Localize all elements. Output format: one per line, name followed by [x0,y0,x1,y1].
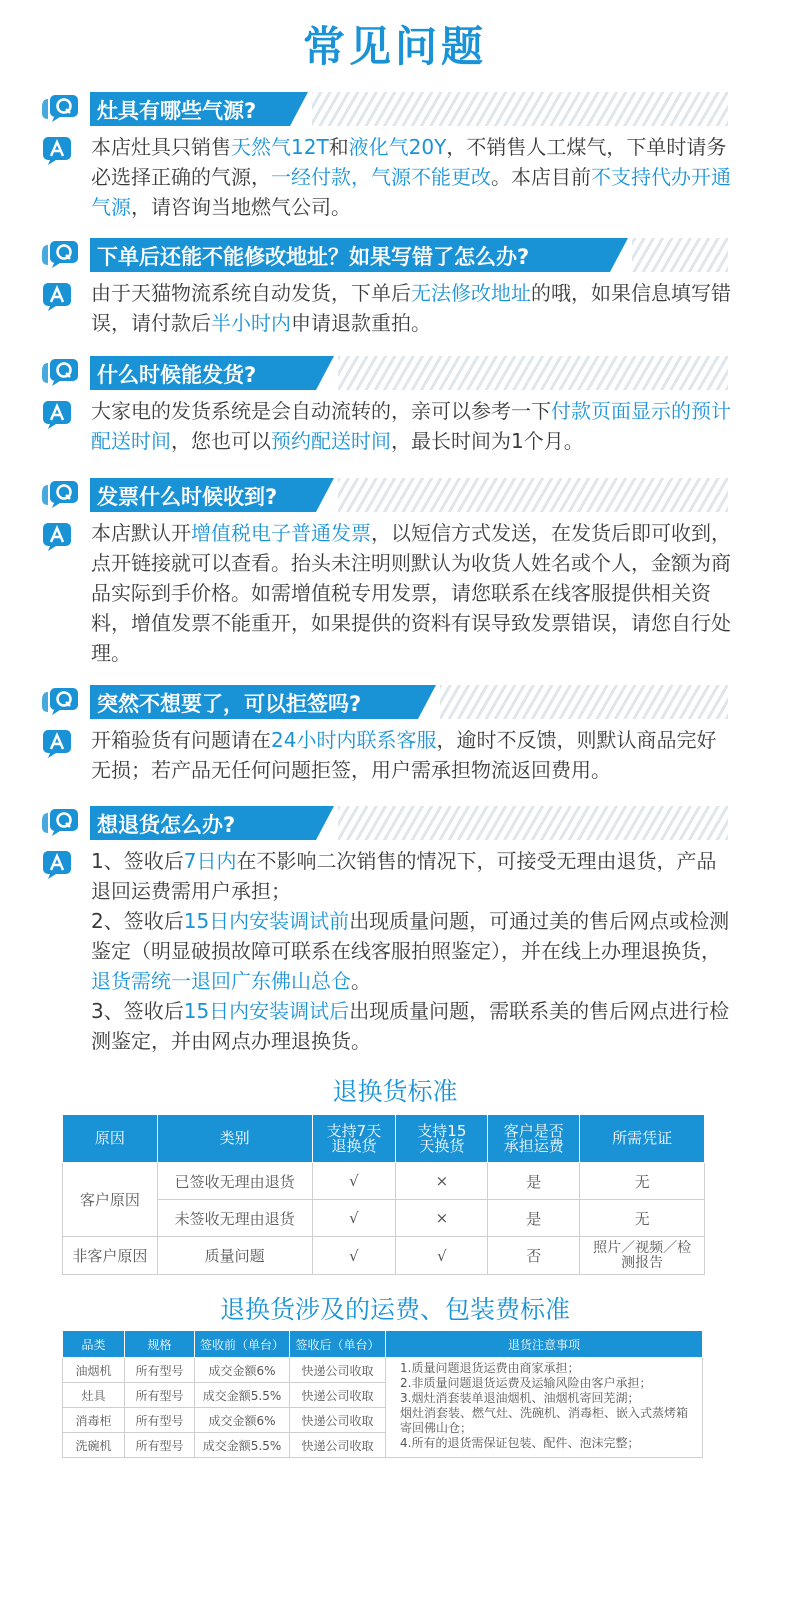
answer-row [0,278,790,338]
answer-segment: 的哦，如果信息填写错误，请付款后 [91,281,731,335]
answer-text [91,846,731,1056]
table-row [63,1163,705,1200]
faq-item [0,685,790,785]
answer-segment: 1、签收后 [91,849,184,873]
fifteen-day-cell: × [396,1163,488,1200]
notes-cell [386,1358,703,1458]
column-header: 签收前（单台） [195,1331,290,1358]
table-row [63,1358,703,1383]
answer-segment: 和 [328,135,349,159]
answer-row [0,725,790,785]
column-header: 所需凭证 [580,1115,705,1163]
after-cell: 快递公司收取 [290,1433,386,1458]
answer-text [91,132,731,222]
highlighted-text: 7日内 [183,849,237,873]
spec-cell: 所有型号 [125,1358,195,1383]
return-standard-header-row [63,1115,705,1163]
answer-bubble-icon [42,282,72,312]
answer-segment: ，您也可以 [171,429,271,453]
answer-paragraph [91,725,731,785]
customer-pays-cell: 是 [488,1200,580,1237]
seven-day-cell: √ [312,1200,396,1237]
faq-item [0,238,790,338]
answer-paragraph [91,846,731,906]
answer-text [91,396,731,456]
fifteen-day-cell: × [396,1200,488,1237]
answer-bubble-icon [42,400,72,430]
answer-text [91,278,731,338]
question-bubble-icon [40,807,80,837]
answer-paragraph [91,518,731,668]
after-cell: 快递公司收取 [290,1358,386,1383]
question-bubble-icon [40,686,80,716]
highlighted-text: 增值税电子普通发票 [191,521,371,545]
answer-text [91,518,731,668]
category-cell: 质量问题 [157,1237,312,1275]
question-bubble-icon [40,93,80,123]
answer-segment: 。 [351,969,371,993]
question-bubble-icon [40,239,80,269]
column-header: 支持7天退换货 [312,1115,396,1163]
fee-standard-table [62,1330,703,1458]
question-text: 想退货怎么办? [97,813,236,837]
question-text: 下单后还能不能修改地址？如果写错了怎么办? [97,245,530,269]
note-line: 1.质量问题退货运费由商家承担； [400,1361,580,1375]
answer-segment: ，以短信方式发送，在发货后即可收到，点开链接就可以查看。抬头未注明则默认为收货人姓名或个人，金额为商品实际到手价格。如需增值税专用发票，请您联系在线客服提供相关资料，增值发票不能重开，如果提供的资料有误导致发票错误，请您自行处理。 [91,521,731,665]
column-header: 规格 [125,1331,195,1358]
highlighted-text: 不支持代办开通气源 [91,165,731,219]
question-row [0,92,790,126]
category-cell: 消毒柜 [63,1408,125,1433]
decorative-stripes [338,806,728,840]
answer-segment: 2、签收后 [91,909,184,933]
highlighted-text: 15日内安装调试前 [183,909,350,933]
question-bubble-icon [40,479,80,509]
answer-segment: 出现质量问题，需联系美的售后网点进行检测鉴定，并由网点办理退换货。 [91,999,730,1053]
after-cell: 快递公司收取 [290,1408,386,1433]
answer-segment: 开箱验货有问题请在 [91,728,271,752]
decorative-stripes [632,238,728,272]
answer-segment: 由于天猫物流系统自动发货，下单后 [91,281,411,305]
decorative-stripes [338,478,728,512]
before-cell: 成交金额5.5% [195,1433,290,1458]
question-row [0,238,790,272]
reason-cell: 客户原因 [63,1163,158,1237]
page-title: 常见问题 [302,22,487,71]
answer-segment: ，不销售人工煤气，下单时请务必选择正确的气源， [91,135,727,189]
faq-item [0,356,790,456]
highlighted-text: 预约配送时间 [271,429,391,453]
highlighted-text: 付款页面显示的预计配送时间 [91,399,731,453]
answer-paragraph [91,132,731,222]
category-cell: 灶具 [63,1383,125,1408]
answer-segment: 本店灶具只销售 [91,135,231,159]
question-row [0,356,790,390]
before-cell: 成交金额6% [195,1408,290,1433]
column-header: 客户是否承担运费 [488,1115,580,1163]
answer-bubble-icon [42,136,72,166]
answer-segment: ，逾时不反馈，则默认商品完好无损；若产品无任何问题拒签，用户需承担物流返回费用。 [91,728,717,782]
question-text: 灶具有哪些气源? [97,99,257,123]
answer-segment: 。本店目前 [491,165,591,189]
answer-text [91,725,731,785]
faq-item [0,92,790,222]
table-row [63,1237,705,1275]
customer-pays-cell: 是 [488,1163,580,1200]
column-header: 退货注意事项 [386,1331,703,1358]
before-cell: 成交金额5.5% [195,1383,290,1408]
answer-paragraph [91,996,731,1056]
note-line: 4.所有的退货需保证包装、配件、泡沫完整； [400,1436,640,1450]
category-cell: 未签收无理由退货 [157,1200,312,1237]
seven-day-cell: √ [312,1163,396,1200]
question-text: 什么时候能发货? [97,363,257,387]
answer-segment: 申请退款重拍。 [291,311,431,335]
return-standard-table [62,1114,705,1275]
proof-cell: 照片／视频／检测报告 [580,1237,705,1275]
note-line: 2.非质量问题退货运费及运输风险由客户承担； [400,1376,652,1390]
answer-segment: 大家电的发货系统是会自动流转的，亲可以参考一下 [91,399,551,423]
answer-segment: 在不影响二次销售的情况下，可接受无理由退货，产品退回运费需用户承担； [91,849,717,903]
category-cell: 油烟机 [63,1358,125,1383]
question-row [0,685,790,719]
decorative-stripes [312,92,728,126]
answer-row [0,132,790,222]
spec-cell: 所有型号 [125,1383,195,1408]
highlighted-text: 退货需统一退回广东佛山总仓 [91,969,351,993]
answer-segment: ，请咨询当地燃气公司。 [131,195,351,219]
highlighted-text: 一经付款，气源不能更改 [271,165,491,189]
question-row [0,478,790,512]
before-cell: 成交金额6% [195,1358,290,1383]
table-row [63,1200,705,1237]
fifteen-day-cell: √ [396,1237,488,1275]
spec-cell: 所有型号 [125,1408,195,1433]
proof-cell: 无 [580,1200,705,1237]
category-cell: 已签收无理由退货 [157,1163,312,1200]
highlighted-text: 天然气12T [231,135,329,159]
answer-segment: 3、签收后 [91,999,184,1023]
decorative-stripes [440,685,728,719]
answer-bubble-icon [42,729,72,759]
highlighted-text: 24小时内联系客服 [271,728,437,752]
question-text: 发票什么时候收到? [97,485,278,509]
answer-row [0,518,790,668]
proof-cell: 无 [580,1163,705,1200]
fee-standard-header-row [63,1331,703,1358]
return-standard-title: 退换货标准 [332,1077,458,1106]
answer-paragraph [91,396,731,456]
answer-segment: 本店默认开 [91,521,191,545]
customer-pays-cell: 否 [488,1237,580,1275]
answer-bubble-icon [42,850,72,880]
spec-cell: 所有型号 [125,1433,195,1458]
column-header: 品类 [63,1331,125,1358]
question-text: 突然不想要了，可以拒签吗? [97,692,362,716]
answer-paragraph [91,906,731,996]
column-header: 原因 [63,1115,158,1163]
question-bubble-icon [40,357,80,387]
question-row [0,806,790,840]
answer-bubble-icon [42,522,72,552]
note-line: 3.烟灶消套装单退油烟机、油烟机寄回芜湖； [400,1391,640,1405]
column-header: 签收后（单台） [290,1331,386,1358]
reason-cell: 非客户原因 [63,1237,158,1275]
after-cell: 快递公司收取 [290,1383,386,1408]
column-header: 类别 [157,1115,312,1163]
category-cell: 洗碗机 [63,1433,125,1458]
fee-standard-title: 退换货涉及的运费、包装费标准 [219,1295,570,1324]
highlighted-text: 15日内安装调试后 [183,999,350,1023]
highlighted-text: 半小时内 [211,311,291,335]
answer-paragraph [91,278,731,338]
answer-row [0,396,790,456]
note-line: 烟灶消套装、燃气灶、洗碗机、消毒柜、嵌入式蒸烤箱寄回佛山仓； [400,1406,689,1435]
highlighted-text: 无法修改地址 [411,281,531,305]
faq-item [0,478,790,668]
answer-segment: ，最长时间为1个月。 [391,429,584,453]
seven-day-cell: √ [312,1237,396,1275]
decorative-stripes [338,356,728,390]
highlighted-text: 液化气20Y [348,135,447,159]
answer-segment: 出现质量问题，可通过美的售后网点或检测鉴定（明显破损故障可联系在线客服拍照鉴定），并在线上办理退换货， [91,909,730,963]
faq-item [0,806,790,1056]
column-header: 支持15天换货 [396,1115,488,1163]
answer-row [0,846,790,1056]
